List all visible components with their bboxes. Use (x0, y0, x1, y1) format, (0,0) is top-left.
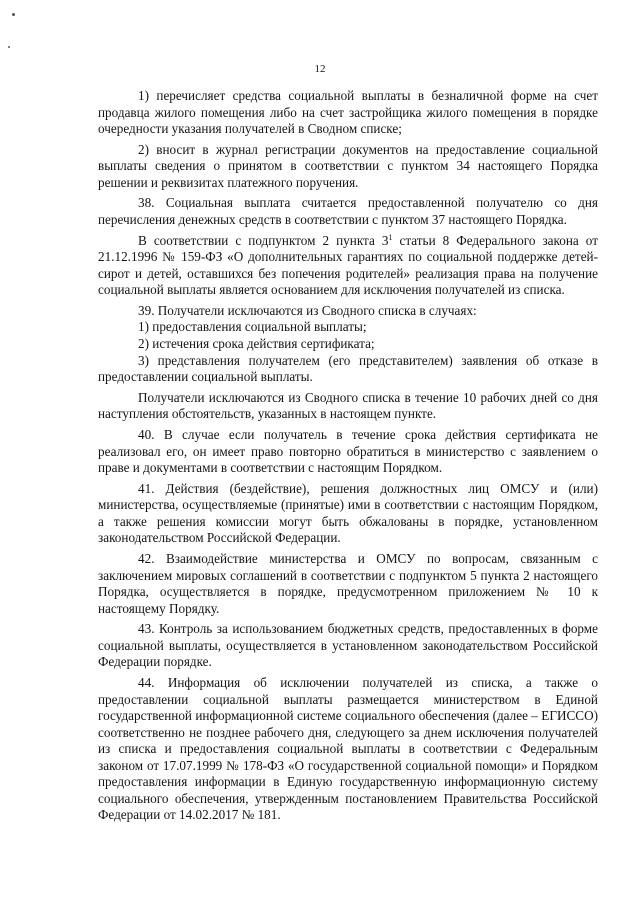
paragraph-39-deadline: Получатели исключаются из Сводного списка в течение 10 рабочих дней со дня наступления обстоятельств, указанных в настоящем пункте. (98, 389, 598, 422)
paragraph-39-item-3: 3) представления получателем (его представителем) заявления об отказе в предоставлении социальной выплаты. (98, 352, 598, 385)
paragraph-43: 43. Контроль за использованием бюджетных средств, предоставленных в форме социальной выплаты, осуществляется в установленном законодательством Российской Федерации порядке. (98, 621, 598, 670)
law-text-after: статьи 8 Федерального закона от 21.12.1996 № 159-ФЗ «О дополнительных гарантиях по социальной поддержке детей-сирот и детей, оставшихся без попечения родителей» реализация права на получение социальной выплаты является основанием для исключения получателей из списка. (98, 232, 598, 298)
paragraph-40: 40. В случае если получатель в течение срока действия сертификата не реализовал его, он имеет право повторно обратиться в министерство с заявлением о праве и документами в соответствии с настоящим Порядком. (98, 426, 598, 476)
paragraph-41: 41. Действия (бездействие), решения должностных лиц ОМСУ и (или) министерства, осуществляемые (принятые) ими в соответствии с настоящим Порядком, а также решения комиссии могут быть обжалованы в порядке, установленном законодательством Российской Федерации. (98, 480, 598, 546)
paragraph-37-item-1: 1) перечисляет средства социальной выплаты в безналичной форме на счет продавца жилого помещения либо на счет застройщика жилого помещения в порядке очередности указания получателей в Сводном списке; (98, 88, 598, 137)
scan-speck (12, 13, 15, 16)
law-text-before: В соответствии с подпунктом 2 пункта 3 (138, 232, 389, 248)
paragraph-38-law-reference (98, 233, 598, 299)
paragraph-37-item-2: 2) вносит в журнал регистрации документов на предоставление социальной выплаты сведения о принятом в соответствии с пунктом 34 настоящего Порядка решении и реквизитах платежного поручения. (98, 141, 598, 190)
paragraph-38: 38. Социальная выплата считается предоставленной получателю со дня перечисления денежных средств в соответствии с пунктом 37 настоящего Порядка. (98, 195, 598, 228)
document-body (98, 88, 598, 828)
paragraph-44: 44. Информация об исключении получателей из списка, а также о предоставлении социальной выплаты размещается министерством в Единой государственной информационной системе социального обеспечения (далее – ЕГИССО) соответственно не позднее рабочего дня, следующего за днем исключения получателей из списка и предоставления социальной выплаты в соответствии с Федеральным законом от 17.07.1999 № 178-ФЗ «О государственной социальной помощи» и Порядком предоставления информации в Единую государственную информационную систему социального обеспечения, утвержденным постановлением Правительства Российской Федерации от 14.02.2017 № 181. (98, 674, 598, 823)
paragraph-39-item-1: 1) предоставления социальной выплаты; (138, 319, 367, 335)
paragraph-42: 42. Взаимодействие министерства и ОМСУ по вопросам, связанным с заключением мировых соглашений в соответствии с подпунктом 5 пункта 2 настоящего Порядка, осуществляется в порядке, предусмотренном приложением № 10 к настоящему Порядку. (98, 550, 598, 616)
paragraph-39: 39. Получатели исключаются из Сводного списка в случаях: (138, 302, 477, 318)
page-number: 12 (314, 63, 326, 75)
scan-speck (8, 46, 10, 48)
law-superscript: 1 (388, 232, 393, 242)
paragraph-39-item-2: 2) истечения срока действия сертификата; (138, 336, 375, 352)
